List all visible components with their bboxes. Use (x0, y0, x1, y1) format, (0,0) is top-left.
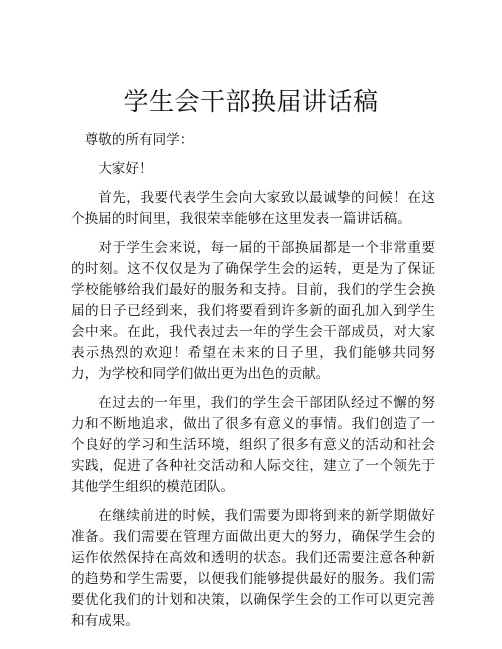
document-title: 学生会干部换届讲话稿 (123, 87, 379, 116)
greeting-paragraph: 大家好！ (98, 161, 153, 177)
body-paragraph: 在过去的一年里，我们的学生会干部团队经过不懈的努力和不断地追求，做出了很多有意义的事情。我们创造了一个良好的学习和生活环境，组织了很多有意义的活动和社会实践，促进了各种社交活动和人际交往，建立了一个领先于其他学生组织的模范团队。 (71, 395, 435, 495)
body-paragraph: 对于学生会来说，每一届的干部换届都是一个非常重要的时刻。这不仅仅是为了确保学生会的运转，更是为了保证学校能够给我们最好的服务和支持。目前，我们的学生会换届的日子已经到来，我们将要看到许多新的面孔加入到学生会中来。在此，我代表过去一年的学生会干部成员，对大家表示热烈的欢迎！希望在未来的日子里，我们能够共同努力，为学校和同学们做出更为出色的贡献。 (71, 240, 435, 382)
document-body (71, 130, 435, 640)
body-paragraph: 在继续前进的时候，我们需要为即将到来的新学期做好准备。我们需要在管理方面做出更大的努力，确保学生会的运作依然保持在高效和透明的状态。我们还需要注意各种新的趋势和学生需要，以便我们能够提供最好的服务。我们需要优化我们的计划和决策，以确保学生会的工作可以更完善和有成果。 (71, 508, 435, 629)
salutation-paragraph: 尊敬的所有同学： (84, 132, 194, 148)
body-paragraph: 首先，我要代表学生会向大家致以最诚挚的问候！在这个换届的时间里，我很荣幸能够在这里发表一篇讲话稿。 (71, 190, 435, 227)
